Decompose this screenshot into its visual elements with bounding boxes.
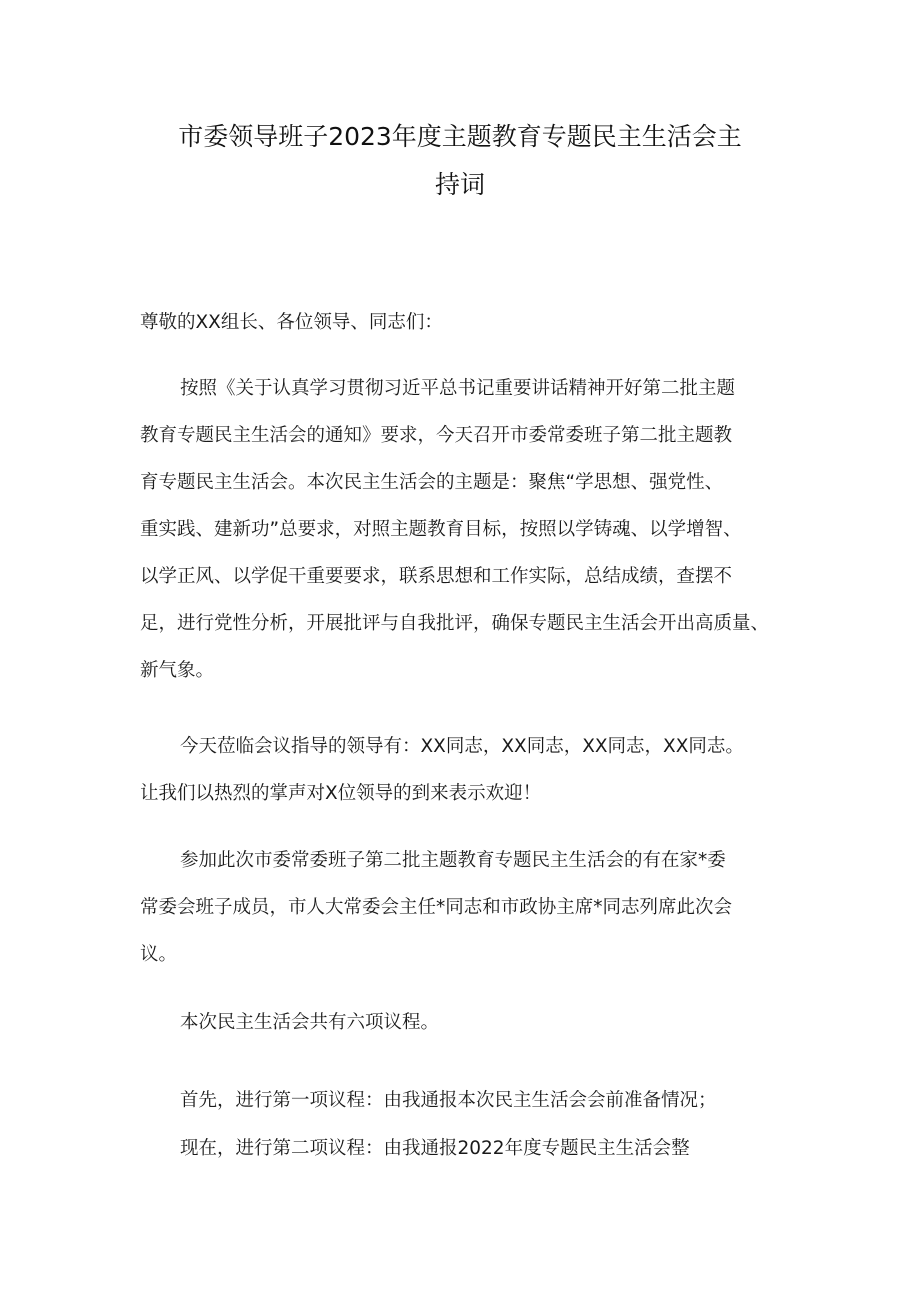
document-title-line-2: 持词 [434, 170, 485, 199]
paragraph-1-line: 重实践、建新功”总要求，对照主题教育目标，按照以学铸魂、以学增智、 [140, 519, 742, 540]
paragraph-5-line: 现在，进行第二项议程：由我通报2022年度专题民主生活会整 [180, 1138, 690, 1159]
paragraph-3-line: 参加此次市委常委班子第二批主题教育专题民主生活会的有在家*委 [180, 850, 726, 871]
paragraph-2-line: 让我们以热烈的掌声对X位领导的到来表示欢迎！ [140, 783, 542, 804]
paragraph-5-line: 首先，进行第一项议程：由我通报本次民主生活会会前准备情况； [180, 1090, 717, 1111]
paragraph-1-line: 新气象。 [140, 660, 215, 681]
salutation: 尊敬的XX组长、各位领导、同志们： [140, 312, 443, 333]
paragraph-3-line: 常委会班子成员，市人大常委会主任*同志和市政协主席*同志列席此次会 [140, 897, 733, 918]
paragraph-1-line: 足，进行党性分析，开展批评与自我批评，确保专题民主生活会开出高质量、 [140, 613, 770, 634]
paragraph-1-line: 教育专题民主生活会的通知》要求，今天召开市委常委班子第二批主题教 [140, 425, 733, 446]
paragraph-2-line: 今天莅临会议指导的领导有：XX同志，XX同志，XX同志，XX同志。 [180, 736, 744, 757]
paragraph-1-line: 按照《关于认真学习贯彻习近平总书记重要讲话精神开好第二批主题 [180, 378, 736, 399]
paragraph-3-line: 议。 [140, 944, 178, 965]
paragraph-1-line: 以学正风、以学促干重要要求，联系思想和工作实际，总结成绩，查摆不 [140, 566, 733, 587]
paragraph-4: 本次民主生活会共有六项议程。 [180, 1012, 440, 1033]
paragraph-1-line: 育专题民主生活会。本次民主生活会的主题是：聚焦“学思想、强党性、 [140, 472, 724, 493]
document-title-line-1: 市委领导班子2023年度主题教育专题民主生活会主 [178, 122, 742, 151]
